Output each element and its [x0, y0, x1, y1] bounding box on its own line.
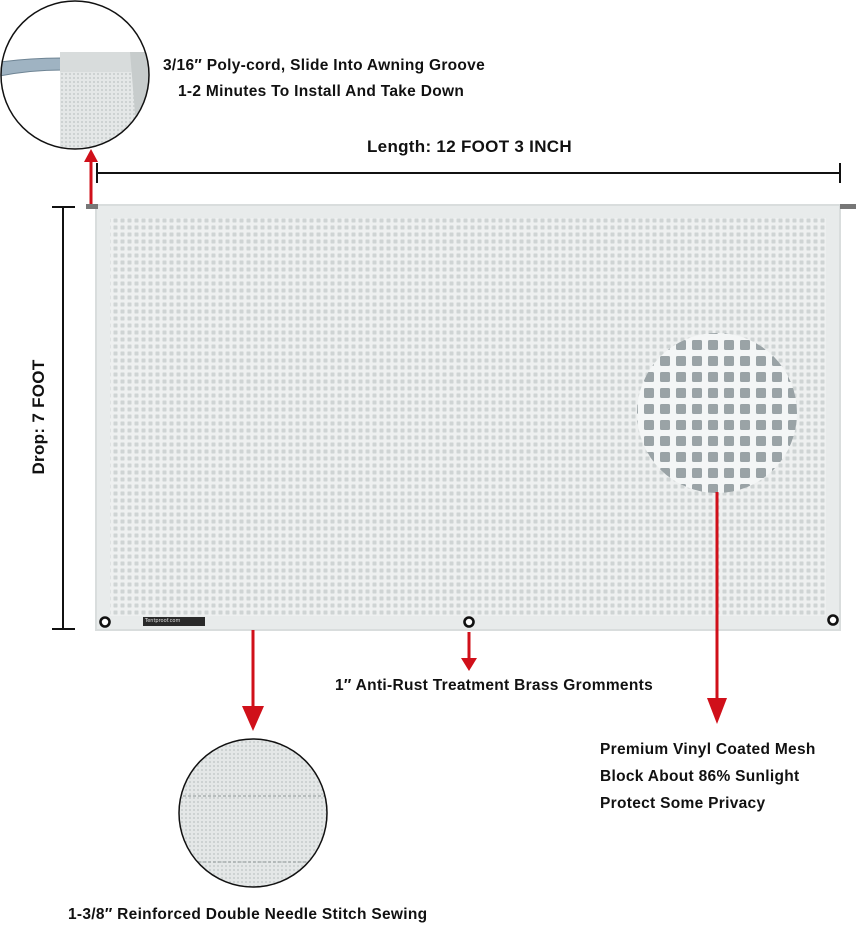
stitch-label: 1-3/8″ Reinforced Double Needle Stitch Sewing [68, 906, 428, 923]
arrow-up-icon [84, 149, 98, 204]
mesh-label-line2: Block About 86% Sunlight [600, 768, 800, 785]
arrow-down-icon [242, 630, 264, 731]
grommet-icon [465, 618, 474, 627]
arrow-down-icon [461, 632, 477, 671]
polycord-label-line2: 1-2 Minutes To Install And Take Down [178, 83, 465, 100]
polycord-detail-circle [0, 0, 150, 152]
polycord-label-line1: 3/16″ Poly-cord, Slide Into Awning Groove [163, 57, 486, 74]
drop-label: Drop: 7 FOOT [29, 359, 48, 475]
polycord-end-left [86, 204, 98, 209]
grommet-icon [829, 616, 838, 625]
grommet-label: 1″ Anti-Rust Treatment Brass Gromments [335, 677, 653, 694]
polycord-end-right [840, 204, 856, 209]
mesh-label-line1: Premium Vinyl Coated Mesh [600, 741, 816, 758]
brand-tag-text: Tentproof.com [145, 618, 181, 624]
grommet-icon [101, 618, 110, 627]
mesh-label-line3: Protect Some Privacy [600, 795, 766, 812]
stitch-detail-circle [170, 730, 340, 900]
length-dimension-line [97, 163, 840, 183]
drop-dimension-line [52, 207, 75, 629]
length-label: Length: 12 FOOT 3 INCH [367, 137, 572, 156]
